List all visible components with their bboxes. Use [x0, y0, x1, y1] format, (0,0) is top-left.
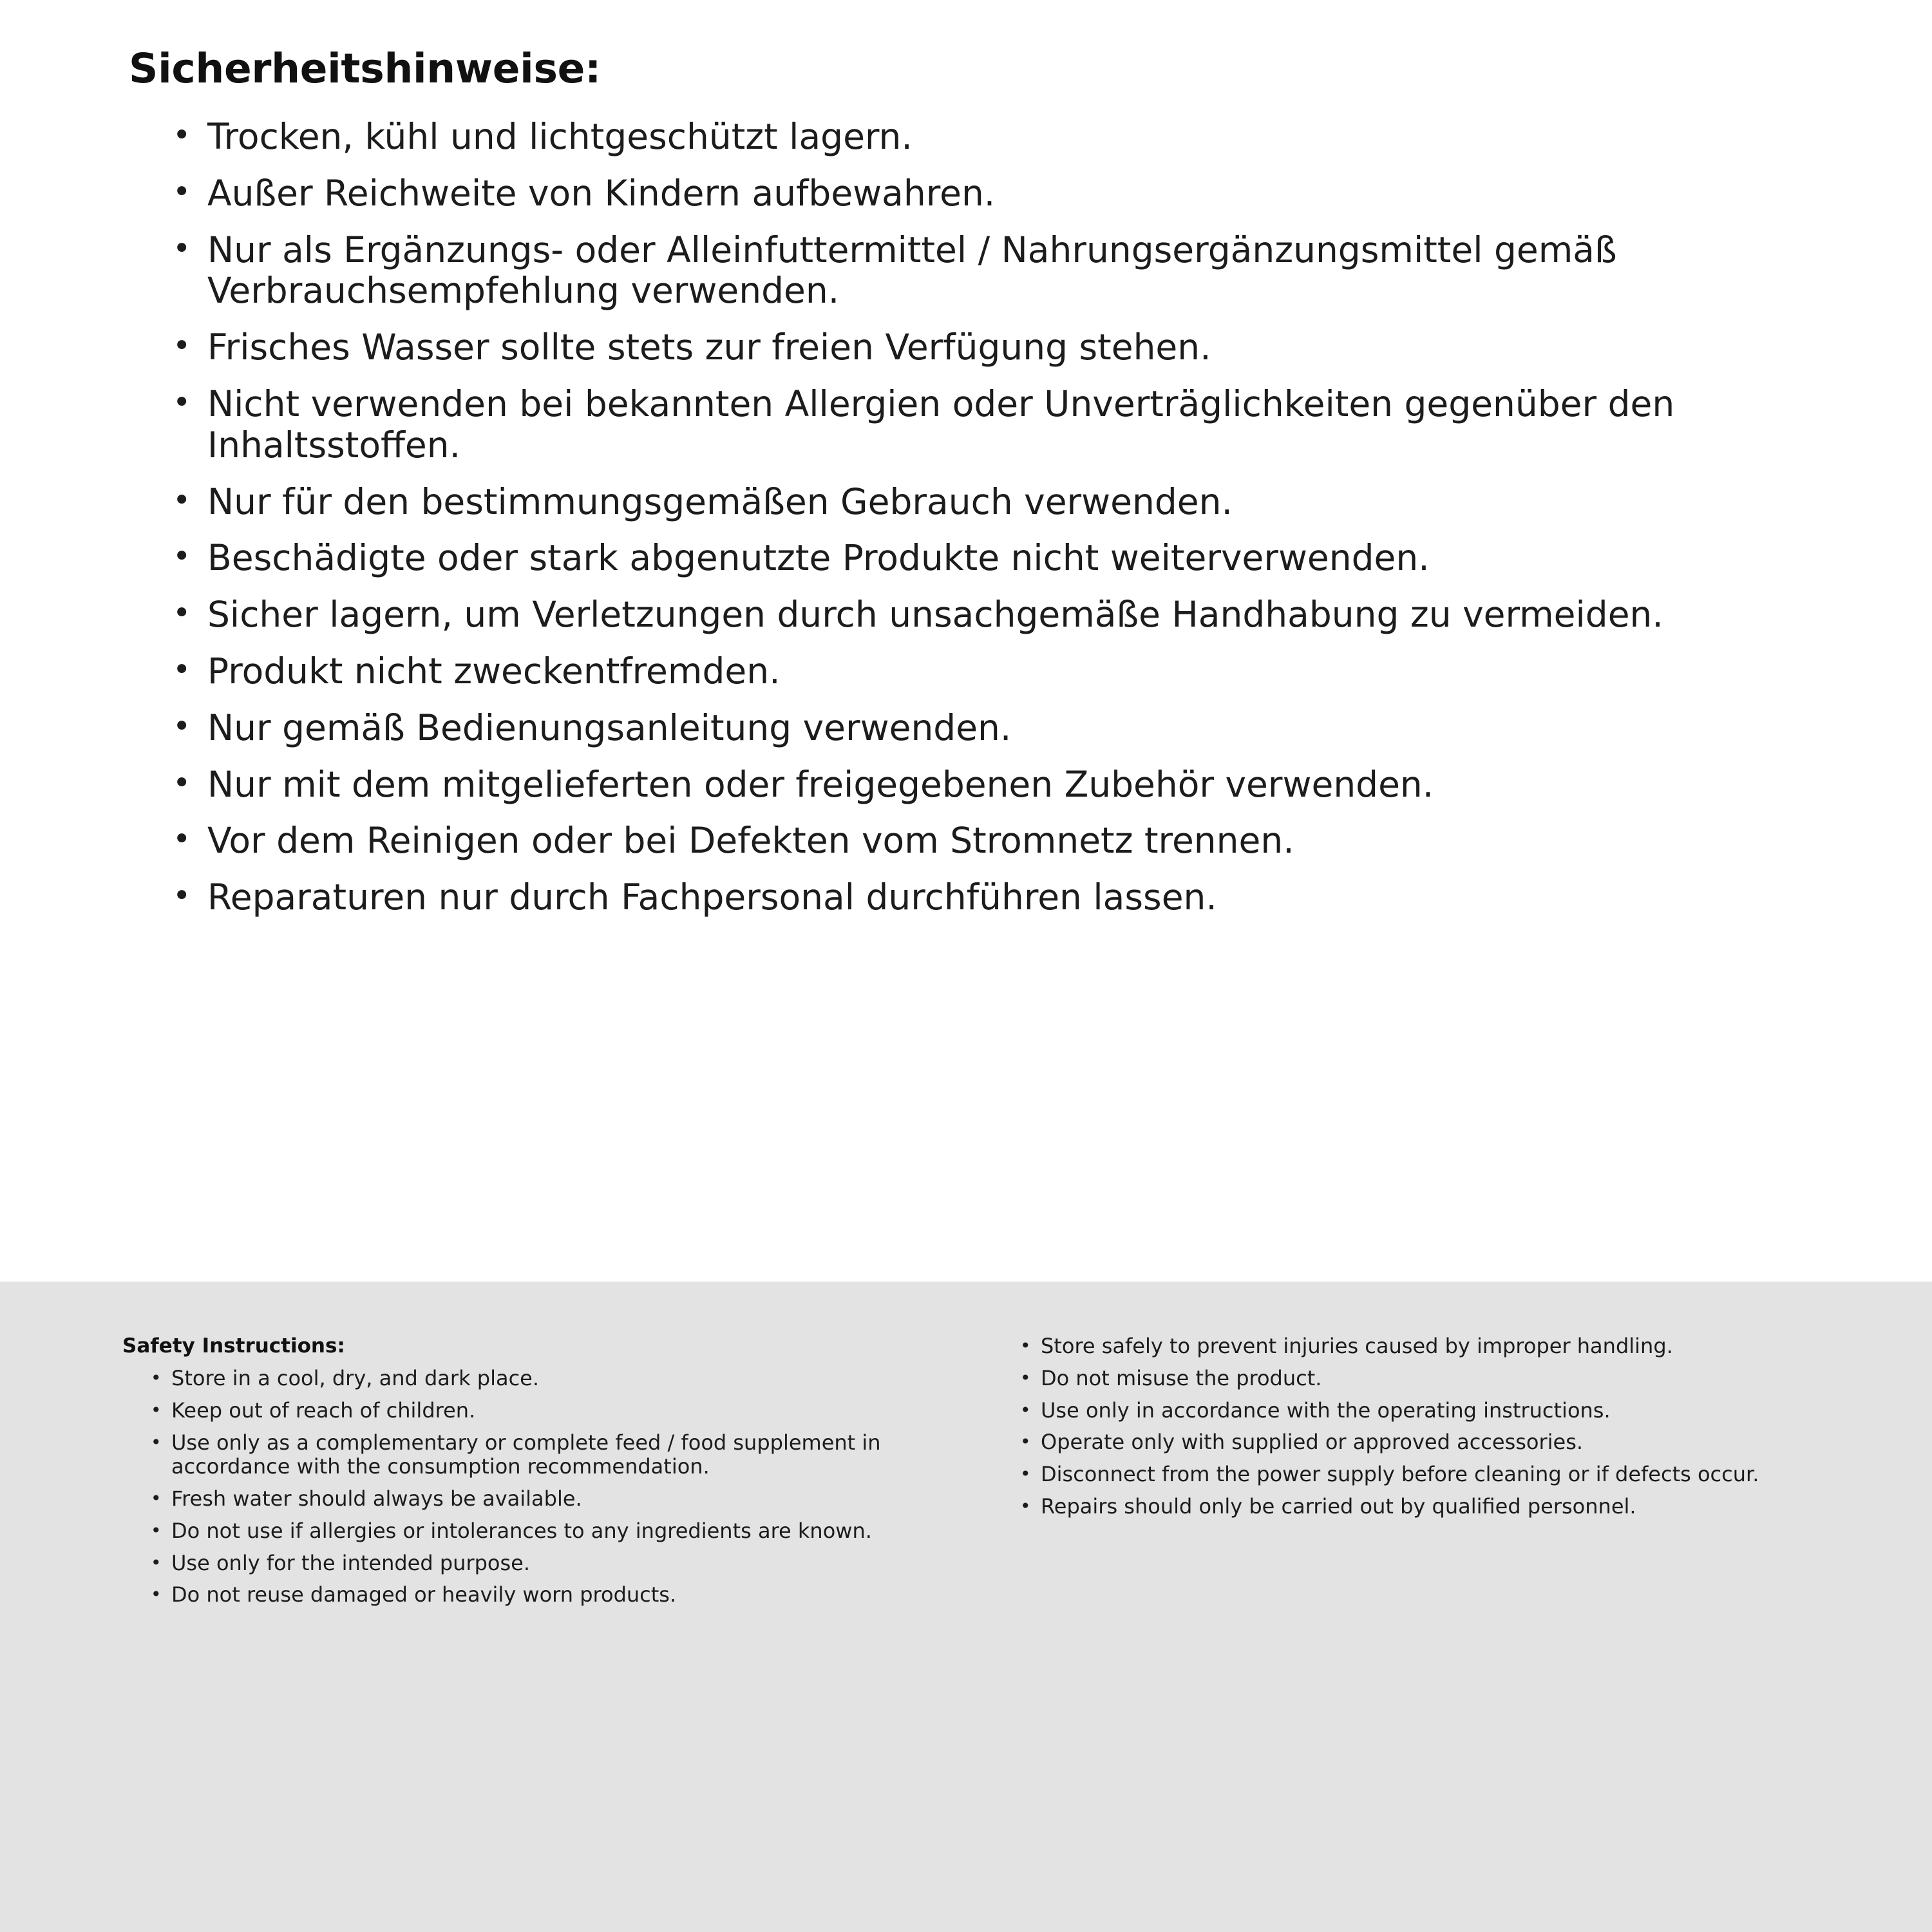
german-list-item [167, 117, 1829, 158]
english-column-left [122, 1334, 960, 1615]
english-list-item [148, 1367, 960, 1391]
list-item-text: Beschädigte oder stark abgenutzte Produkte nicht weiterverwenden. [207, 537, 1430, 579]
bullet-icon: • [1020, 1495, 1031, 1517]
english-list-item [1018, 1495, 1855, 1519]
bullet-icon: • [173, 878, 191, 914]
english-heading: Safety Instructions: [122, 1334, 345, 1358]
german-heading: Sicherheitshinweise: [129, 45, 601, 92]
english-list-item [148, 1551, 960, 1576]
german-list-item [167, 327, 1829, 368]
list-item-text: Trocken, kühl und lichtgeschützt lagern. [207, 116, 913, 157]
bullet-icon: • [173, 482, 191, 518]
bullet-icon: • [1020, 1463, 1031, 1484]
bullet-icon: • [173, 230, 191, 267]
german-list-item [167, 384, 1829, 466]
list-item-text: Reparaturen nur durch Fachpersonal durchführen lassen. [207, 876, 1217, 918]
english-safety-list-left [122, 1367, 960, 1607]
bullet-icon: • [173, 117, 191, 153]
list-item-text: Produkt nicht zweckentfremden. [207, 650, 781, 692]
english-column-right [1018, 1334, 1855, 1527]
german-list-item [167, 594, 1829, 636]
bullet-icon: • [173, 173, 191, 210]
german-list-item [167, 230, 1829, 312]
list-item-text: Disconnect from the power supply before cleaning or if defects occur. [1041, 1462, 1759, 1486]
list-item-text: Nur als Ergänzungs- oder Alleinfuttermittel / Nahrungsergänzungsmittel gemäß Verbrauchsempfehlung verwenden. [207, 229, 1617, 312]
german-list-item [167, 708, 1829, 749]
english-safety-list-right [1018, 1334, 1855, 1519]
english-list-item [1018, 1430, 1855, 1455]
bullet-icon: • [151, 1399, 162, 1421]
list-item-text: Nur mit dem mitgelieferten oder freigegebenen Zubehör verwenden. [207, 763, 1434, 805]
bullet-icon: • [1020, 1399, 1031, 1421]
bullet-icon: • [151, 1551, 162, 1573]
german-list-item [167, 538, 1829, 579]
bullet-icon: • [1020, 1367, 1031, 1388]
list-item-text: Store safely to prevent injuries caused by improper handling. [1041, 1334, 1673, 1358]
german-list-item [167, 482, 1829, 523]
bullet-icon: • [173, 328, 191, 365]
english-list-item [1018, 1334, 1855, 1359]
english-safety-section [0, 1282, 1932, 1932]
list-item-text: Nur gemäß Bedienungsanleitung verwenden. [207, 706, 1012, 748]
english-columns [122, 1334, 1861, 1615]
german-list-item [167, 820, 1829, 862]
english-list-item [1018, 1463, 1855, 1487]
bullet-icon: • [151, 1519, 162, 1541]
bullet-icon: • [151, 1584, 162, 1605]
german-list-item [167, 651, 1829, 692]
bullet-icon: • [173, 384, 191, 421]
list-item-text: Nur für den bestimmungsgemäßen Gebrauch verwenden. [207, 480, 1233, 522]
german-list-item [167, 173, 1829, 214]
bullet-icon: • [1020, 1431, 1031, 1453]
bullet-icon: • [173, 651, 191, 688]
bullet-icon: • [151, 1431, 162, 1453]
list-item-text: Do not reuse damaged or heavily worn products. [171, 1582, 677, 1607]
list-item-text: Use only for the intended purpose. [171, 1550, 531, 1575]
list-item-text: Use only in accordance with the operating instructions. [1041, 1397, 1611, 1423]
list-item-text: Do not misuse the product. [1041, 1365, 1322, 1390]
list-item-text: Store in a cool, dry, and dark place. [171, 1366, 540, 1390]
list-item-text: Außer Reichweite von Kindern aufbewahren. [207, 172, 996, 214]
bullet-icon: • [151, 1367, 162, 1388]
list-item-text: Frisches Wasser sollte stets zur freien Verfügung stehen. [207, 327, 1211, 368]
german-safety-list [129, 117, 1829, 918]
list-item-text: Keep out of reach of children. [171, 1397, 476, 1423]
list-item-text: Operate only with supplied or approved accessories. [1041, 1430, 1584, 1455]
list-item-text: Do not use if allergies or intolerances to any ingredients are known. [171, 1518, 872, 1543]
bullet-icon: • [173, 708, 191, 744]
bullet-icon: • [173, 821, 191, 858]
english-list-item [1018, 1367, 1855, 1391]
bullet-icon: • [173, 764, 191, 801]
english-list-item [148, 1431, 960, 1480]
english-list-item [1018, 1399, 1855, 1423]
bullet-icon: • [1020, 1335, 1031, 1356]
english-list-item [148, 1399, 960, 1423]
german-list-item [167, 877, 1829, 918]
bullet-icon: • [151, 1488, 162, 1509]
list-item-text: Sicher lagern, um Verletzungen durch unsachgemäße Handhabung zu vermeiden. [207, 594, 1663, 636]
list-item-text: Vor dem Reinigen oder bei Defekten vom Stromnetz trennen. [207, 820, 1294, 862]
bullet-icon: • [173, 538, 191, 575]
list-item-text: Fresh water should always be available. [171, 1486, 582, 1511]
german-list-item [167, 764, 1829, 806]
english-list-item [148, 1487, 960, 1511]
english-list-item [148, 1583, 960, 1607]
bullet-icon: • [173, 595, 191, 632]
list-item-text: Nicht verwenden bei bekannten Allergien oder Unverträglichkeiten gegenüber den Inhaltsstoffen. [207, 383, 1675, 466]
list-item-text: Use only as a complementary or complete feed / food supplement in accordance with the consumption recommendation. [171, 1430, 881, 1479]
english-list-item [148, 1519, 960, 1544]
list-item-text: Repairs should only be carried out by qualified personnel. [1041, 1493, 1636, 1519]
